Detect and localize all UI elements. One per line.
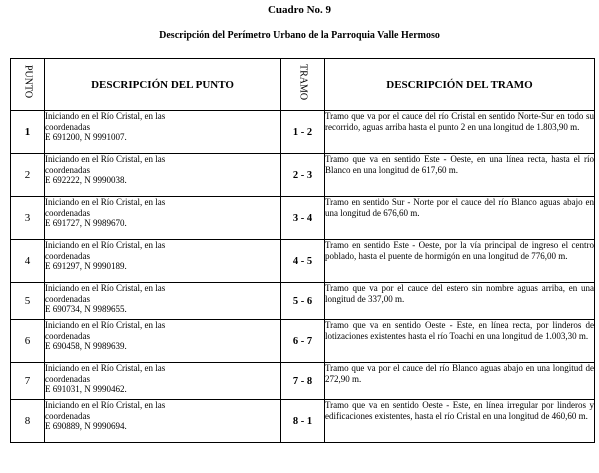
- punto-number: 4: [11, 240, 45, 283]
- punto-description: [45, 197, 281, 240]
- punto-desc-line: Iniciando en el Río Cristal, en las: [45, 111, 166, 121]
- punto-description: [45, 320, 281, 363]
- punto-desc-line: Iniciando en el Río Cristal, en las: [45, 154, 166, 164]
- tramo-description: Tramo que va por el cauce del río Blanco aguas abajo en una longitud de 272,90 m.: [325, 363, 595, 400]
- punto-number: 3: [11, 197, 45, 240]
- punto-desc-line: coordenadas: [45, 121, 90, 132]
- tramo-id: 5 - 6: [281, 283, 325, 320]
- tramo-id: 7 - 8: [281, 363, 325, 400]
- punto-desc-line: Iniciando en el Río Cristal, en las: [45, 363, 166, 373]
- table-header-row: [11, 59, 595, 111]
- table-row: [11, 363, 595, 400]
- punto-description: [45, 240, 281, 283]
- header-tramo-cell: [281, 59, 325, 111]
- tramo-description: Tramo que va en sentido Oeste - Este, en línea irregular por linderos y edificaciones existentes, hasta el río Cristal en una longitud de 460,60 m.: [325, 400, 595, 443]
- header-descripcion-punto: DESCRIPCIÓN DEL PUNTO: [45, 59, 281, 111]
- table-row: [11, 197, 595, 240]
- table-row: [11, 154, 595, 197]
- tramo-description: Tramo que va por el cauce del estero sin nombre aguas arriba, en una longitud de 337,00 m.: [325, 283, 595, 320]
- tramo-id: 4 - 5: [281, 240, 325, 283]
- table-row: [11, 240, 595, 283]
- tramo-description: Tramo que va en sentido Oeste - Este, en línea recta, por linderos de lotizaciones existentes hasta el río Toachi en una longitud de 1.003,30 m.: [325, 320, 595, 363]
- punto-description: [45, 400, 281, 443]
- punto-coordinates: E 691297, N 9990189.: [45, 261, 127, 271]
- punto-description: [45, 111, 281, 154]
- punto-number: 5: [11, 283, 45, 320]
- table-subtitle: Descripción del Perímetro Urbano de la Parroquia Valle Hermoso: [159, 30, 440, 41]
- punto-desc-line: coordenadas: [45, 164, 90, 175]
- punto-coordinates: E 690889, N 9990694.: [45, 421, 127, 431]
- punto-description: [45, 363, 281, 400]
- punto-coordinates: E 690734, N 9989655.: [45, 304, 127, 314]
- tramo-id: 2 - 3: [281, 154, 325, 197]
- punto-number: 2: [11, 154, 45, 197]
- punto-desc-line: Iniciando en el Río Cristal, en las: [45, 197, 166, 207]
- punto-desc-line: coordenadas: [45, 410, 90, 421]
- punto-number: 1: [11, 111, 45, 154]
- punto-coordinates: E 692222, N 9990038.: [45, 175, 127, 185]
- table-row: [11, 283, 595, 320]
- punto-desc-line: coordenadas: [45, 293, 90, 304]
- punto-desc-line: coordenadas: [45, 207, 90, 218]
- punto-description: [45, 154, 281, 197]
- table-caption: Cuadro No. 9: [267, 4, 332, 16]
- punto-desc-line: Iniciando en el Río Cristal, en las: [45, 400, 166, 410]
- tramo-id: 3 - 4: [281, 197, 325, 240]
- punto-coordinates: E 690458, N 9989639.: [45, 341, 127, 351]
- perimeter-table: [10, 58, 595, 443]
- header-punto: PUNTO: [22, 65, 34, 99]
- punto-coordinates: E 691727, N 9989670.: [45, 218, 127, 228]
- header-punto-cell: [11, 59, 45, 111]
- punto-coordinates: E 691200, N 9991007.: [45, 132, 127, 142]
- table-row: [11, 320, 595, 363]
- punto-number: 8: [11, 400, 45, 443]
- punto-desc-line: coordenadas: [45, 373, 90, 384]
- table-row: [11, 111, 595, 154]
- tramo-description: Tramo en sentido Este - Oeste, por la vía principal de ingreso el centro poblado, hasta el puente de hormigón en una longitud de 776,00 m.: [325, 240, 595, 283]
- tramo-id: 6 - 7: [281, 320, 325, 363]
- punto-desc-line: coordenadas: [45, 330, 90, 341]
- header-tramo: TRAMO: [297, 63, 309, 101]
- table-row: [11, 400, 595, 443]
- punto-description: [45, 283, 281, 320]
- punto-desc-line: Iniciando en el Río Cristal, en las: [45, 240, 166, 250]
- punto-number: 7: [11, 363, 45, 400]
- punto-desc-line: coordenadas: [45, 250, 90, 261]
- punto-desc-line: Iniciando en el Río Cristal, en las: [45, 320, 166, 330]
- header-descripcion-tramo: DESCRIPCIÓN DEL TRAMO: [325, 59, 595, 111]
- tramo-description: Tramo que va en sentido Este - Oeste, en una línea recta, hasta el río Blanco en una longitud de 617,60 m.: [325, 154, 595, 197]
- punto-number: 6: [11, 320, 45, 363]
- tramo-id: 8 - 1: [281, 400, 325, 443]
- punto-desc-line: Iniciando en el Río Cristal, en las: [45, 283, 166, 293]
- tramo-description: Tramo que va por el cauce del río Cristal en sentido Norte-Sur en todo su recorrido, aguas arriba hasta el punto 2 en una longitud de 1.803,90 m.: [325, 111, 595, 154]
- punto-coordinates: E 691031, N 9990462.: [45, 384, 127, 394]
- tramo-description: Tramo en sentido Sur - Norte por el cauce del río Blanco aguas abajo en una longitud de 676,60 m.: [325, 197, 595, 240]
- tramo-id: 1 - 2: [281, 111, 325, 154]
